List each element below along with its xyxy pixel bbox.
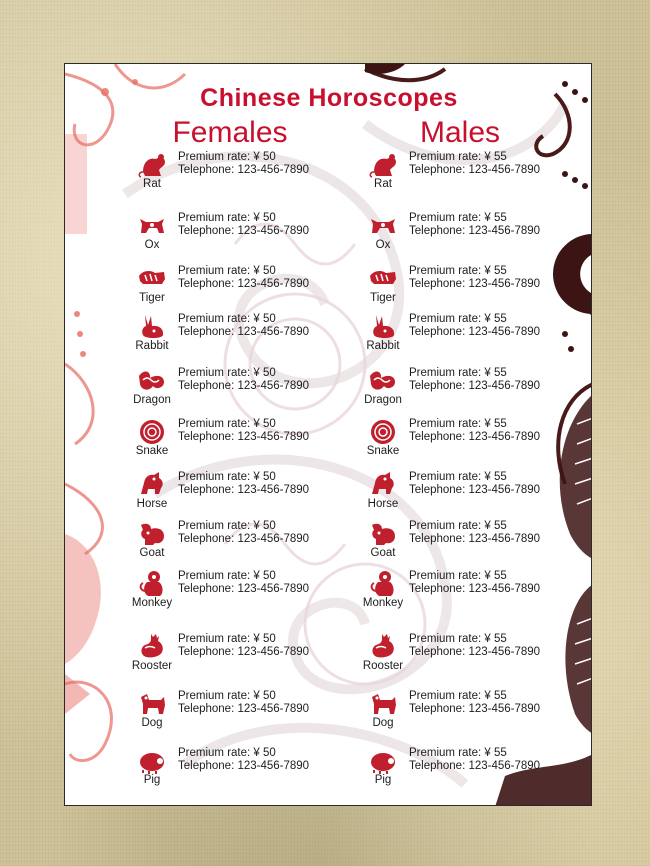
- telephone: Telephone: 123-456-7890: [178, 431, 310, 443]
- females-entry-tiger: [136, 264, 356, 310]
- telephone: Telephone: 123-456-7890: [178, 583, 310, 595]
- animal-name: Dog: [372, 717, 394, 729]
- ox-icon: [368, 211, 398, 239]
- pig-icon: [137, 746, 167, 774]
- premium-rate: Premium rate: ¥ 55: [409, 367, 507, 379]
- telephone: Telephone: 123-456-7890: [178, 646, 310, 658]
- males-entry-pig: [367, 746, 587, 792]
- animal-name: Ox: [144, 239, 160, 251]
- animal-name: Rabbit: [135, 340, 169, 352]
- dog-icon: [137, 689, 167, 717]
- telephone: Telephone: 123-456-7890: [178, 164, 310, 176]
- females-entry-rat: [136, 150, 356, 196]
- females-entry-snake: [136, 417, 356, 463]
- females-entry-dragon: [133, 366, 356, 412]
- goat-icon: [368, 519, 398, 547]
- males-entry-horse: [367, 470, 587, 516]
- ox-icon: [137, 211, 167, 239]
- animal-name: Rooster: [131, 660, 173, 672]
- dog-icon: [368, 689, 398, 717]
- telephone: Telephone: 123-456-7890: [409, 484, 541, 496]
- premium-rate: Premium rate: ¥ 55: [409, 570, 507, 582]
- monkey-icon: [368, 569, 398, 597]
- telephone: Telephone: 123-456-7890: [178, 225, 310, 237]
- telephone: Telephone: 123-456-7890: [409, 326, 541, 338]
- animal-name: Dragon: [133, 394, 171, 406]
- animal-name: Dog: [141, 717, 163, 729]
- males-heading: Males: [419, 116, 501, 149]
- animal-name: Snake: [135, 445, 169, 457]
- premium-rate: Premium rate: ¥ 55: [409, 747, 507, 759]
- telephone: Telephone: 123-456-7890: [409, 164, 541, 176]
- premium-rate: Premium rate: ¥ 55: [409, 633, 507, 645]
- premium-rate: Premium rate: ¥ 50: [178, 570, 276, 582]
- telephone: Telephone: 123-456-7890: [409, 431, 541, 443]
- snake-icon: [137, 417, 167, 445]
- telephone: Telephone: 123-456-7890: [409, 703, 541, 715]
- dragon-icon: [368, 366, 398, 394]
- premium-rate: Premium rate: ¥ 50: [178, 520, 276, 532]
- premium-rate: Premium rate: ¥ 50: [178, 633, 276, 645]
- rabbit-icon: [368, 312, 398, 340]
- females-entry-goat: [136, 519, 356, 565]
- animal-name: Rabbit: [366, 340, 400, 352]
- premium-rate: Premium rate: ¥ 55: [409, 520, 507, 532]
- horoscope-poster: [64, 63, 592, 806]
- males-entry-dragon: [364, 366, 587, 412]
- premium-rate: Premium rate: ¥ 50: [178, 747, 276, 759]
- premium-rate: Premium rate: ¥ 55: [409, 313, 507, 325]
- animal-name: Goat: [139, 547, 165, 559]
- horse-icon: [368, 470, 398, 498]
- premium-rate: Premium rate: ¥ 50: [178, 690, 276, 702]
- females-entry-horse: [136, 470, 356, 516]
- females-entry-rabbit: [136, 312, 356, 358]
- rabbit-icon: [137, 312, 167, 340]
- females-entry-rooster: [131, 632, 356, 678]
- females-entry-dog: [136, 689, 356, 735]
- animal-name: Pig: [374, 774, 392, 786]
- pig-icon: [368, 746, 398, 774]
- animal-name: Snake: [366, 445, 400, 457]
- premium-rate: Premium rate: ¥ 55: [409, 471, 507, 483]
- premium-rate: Premium rate: ¥ 50: [178, 265, 276, 277]
- telephone: Telephone: 123-456-7890: [409, 225, 541, 237]
- animal-name: Tiger: [139, 292, 165, 304]
- goat-icon: [137, 519, 167, 547]
- premium-rate: Premium rate: ¥ 55: [409, 151, 507, 163]
- premium-rate: Premium rate: ¥ 50: [178, 151, 276, 163]
- animal-name: Horse: [136, 498, 168, 510]
- animal-name: Goat: [370, 547, 396, 559]
- animal-name: Rooster: [362, 660, 404, 672]
- telephone: Telephone: 123-456-7890: [409, 278, 541, 290]
- females-entry-monkey: [131, 569, 356, 615]
- premium-rate: Premium rate: ¥ 55: [409, 418, 507, 430]
- rat-icon: [137, 150, 167, 178]
- animal-name: Dragon: [364, 394, 402, 406]
- rooster-icon: [137, 632, 167, 660]
- tiger-icon: [368, 264, 398, 292]
- dragon-icon: [137, 366, 167, 394]
- telephone: Telephone: 123-456-7890: [178, 484, 310, 496]
- rooster-icon: [368, 632, 398, 660]
- premium-rate: Premium rate: ¥ 55: [409, 265, 507, 277]
- males-entry-ox: [367, 211, 587, 257]
- males-entry-monkey: [362, 569, 587, 615]
- males-entry-rabbit: [367, 312, 587, 358]
- animal-name: Ox: [375, 239, 391, 251]
- telephone: Telephone: 123-456-7890: [409, 760, 541, 772]
- males-entry-tiger: [367, 264, 587, 310]
- females-heading: Females: [172, 116, 288, 149]
- animal-name: Pig: [143, 774, 161, 786]
- premium-rate: Premium rate: ¥ 50: [178, 367, 276, 379]
- monkey-icon: [137, 569, 167, 597]
- premium-rate: Premium rate: ¥ 50: [178, 212, 276, 224]
- animal-name: Horse: [367, 498, 399, 510]
- males-entry-goat: [367, 519, 587, 565]
- snake-icon: [368, 417, 398, 445]
- animal-name: Rat: [143, 178, 161, 190]
- premium-rate: Premium rate: ¥ 55: [409, 690, 507, 702]
- telephone: Telephone: 123-456-7890: [178, 380, 310, 392]
- females-entry-pig: [136, 746, 356, 792]
- telephone: Telephone: 123-456-7890: [178, 533, 310, 545]
- males-entry-snake: [367, 417, 587, 463]
- telephone: Telephone: 123-456-7890: [178, 326, 310, 338]
- animal-name: Monkey: [362, 597, 404, 609]
- animal-name: Rat: [374, 178, 392, 190]
- premium-rate: Premium rate: ¥ 55: [409, 212, 507, 224]
- animal-name: Monkey: [131, 597, 173, 609]
- telephone: Telephone: 123-456-7890: [409, 380, 541, 392]
- premium-rate: Premium rate: ¥ 50: [178, 471, 276, 483]
- telephone: Telephone: 123-456-7890: [178, 278, 310, 290]
- premium-rate: Premium rate: ¥ 50: [178, 418, 276, 430]
- males-entry-dog: [367, 689, 587, 735]
- tiger-icon: [137, 264, 167, 292]
- telephone: Telephone: 123-456-7890: [409, 646, 541, 658]
- animal-name: Tiger: [370, 292, 396, 304]
- horse-icon: [137, 470, 167, 498]
- telephone: Telephone: 123-456-7890: [409, 583, 541, 595]
- telephone: Telephone: 123-456-7890: [409, 533, 541, 545]
- premium-rate: Premium rate: ¥ 50: [178, 313, 276, 325]
- page-title: Chinese Horoscopes: [200, 84, 458, 112]
- rat-icon: [368, 150, 398, 178]
- telephone: Telephone: 123-456-7890: [178, 703, 310, 715]
- telephone: Telephone: 123-456-7890: [178, 760, 310, 772]
- males-entry-rat: [367, 150, 587, 196]
- females-entry-ox: [136, 211, 356, 257]
- males-entry-rooster: [362, 632, 587, 678]
